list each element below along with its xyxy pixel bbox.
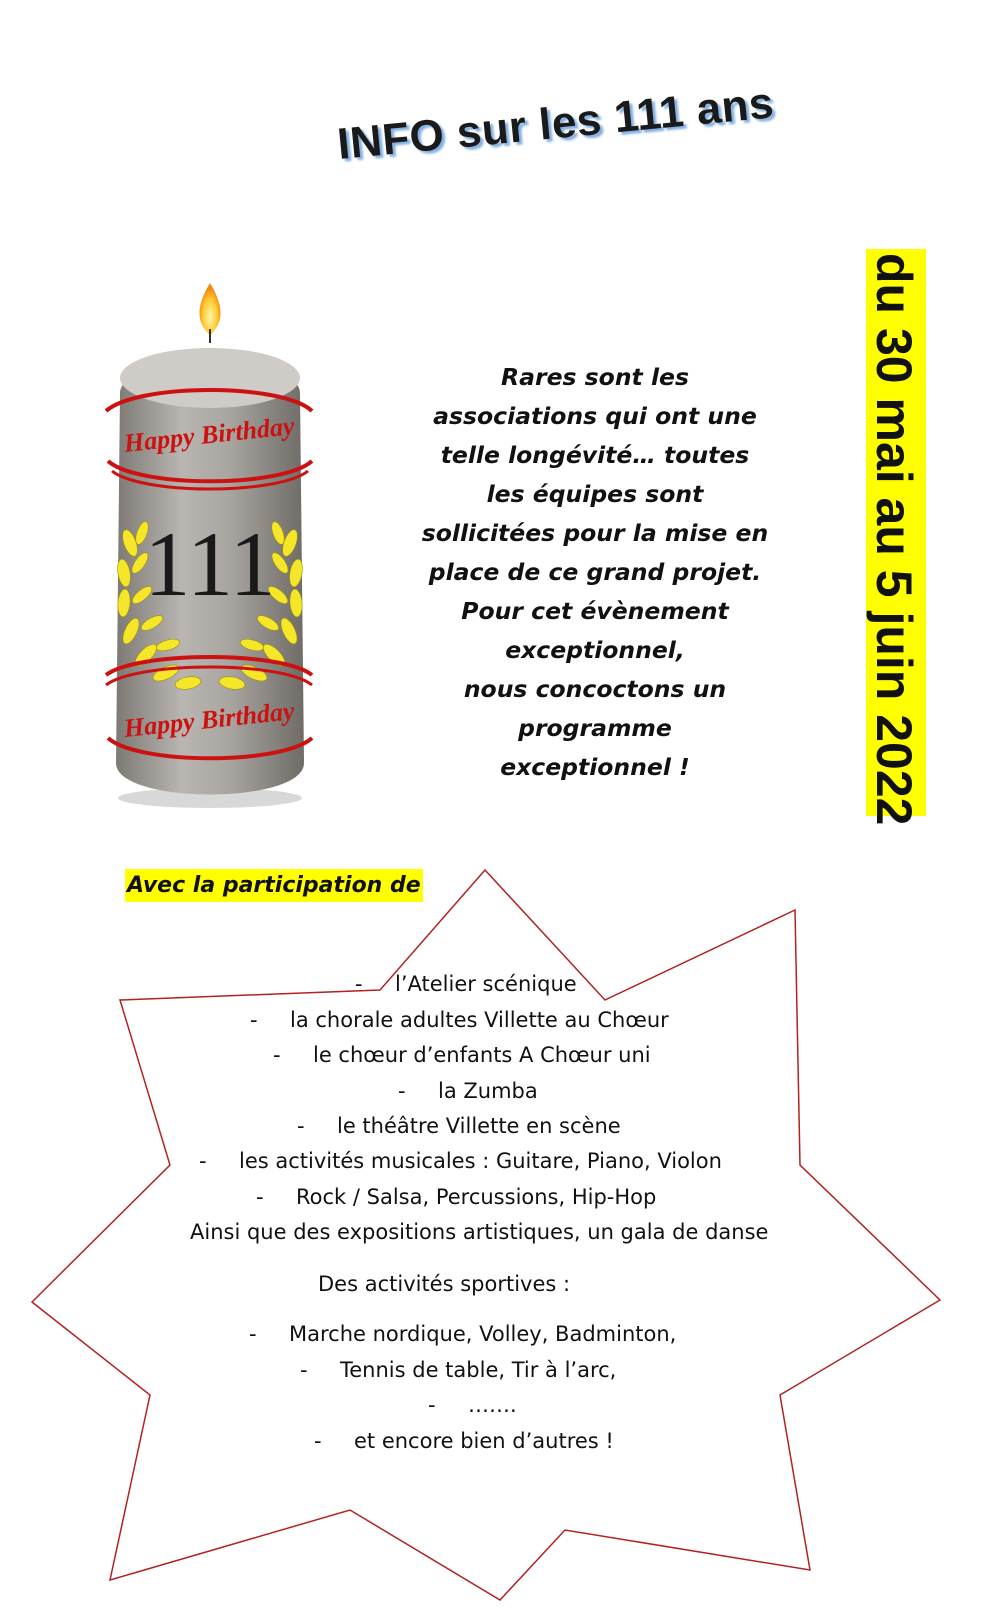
- list-item: - l’Atelier scénique: [355, 972, 577, 996]
- candle-banner-top: Happy Birthday: [122, 411, 296, 458]
- list-item: - Marche nordique, Volley, Badminton,: [249, 1322, 677, 1346]
- list-item: - la Zumba: [398, 1079, 538, 1103]
- list-item: - la chorale adultes Villette au Chœur: [250, 1008, 669, 1032]
- intro-line: exceptionnel !: [500, 753, 690, 781]
- intro-line: telle longévité… toutes: [440, 441, 750, 469]
- list-item: - le chœur d’enfants A Chœur uni: [273, 1043, 651, 1067]
- list-item: - les activités musicales : Guitare, Piano, Violon: [199, 1149, 722, 1173]
- page-title: INFO sur les 111 ans: [335, 78, 776, 170]
- intro-line: Pour cet évènement: [461, 597, 729, 625]
- list-item: - et encore bien d’autres !: [314, 1429, 614, 1453]
- intro-line: place de ce grand projet.: [428, 558, 762, 586]
- candle-number: 111: [144, 513, 276, 615]
- list-item: - Rock / Salsa, Percussions, Hip-Hop: [256, 1185, 657, 1209]
- candle-banner-bottom: Happy Birthday: [122, 696, 296, 743]
- list-item: - Tennis de table, Tir à l’arc,: [300, 1358, 617, 1382]
- intro-line: Rares sont les: [501, 363, 689, 391]
- intro-line: sollicitées pour la mise en: [421, 519, 769, 547]
- intro-line: exceptionnel,: [505, 636, 685, 664]
- participation-heading: Avec la participation de: [125, 869, 423, 902]
- intro-line: associations qui ont une: [433, 402, 757, 430]
- event-dates: du 30 mai au 5 juin 2022: [866, 253, 922, 826]
- intro-line: nous concoctons un: [463, 675, 727, 703]
- extra-activities: Ainsi que des expositions artistiques, un gala de danse: [190, 1220, 769, 1244]
- sports-heading: Des activités sportives :: [318, 1272, 571, 1296]
- list-item: - le théâtre Villette en scène: [297, 1114, 621, 1138]
- intro-line: programme: [518, 714, 672, 742]
- list-item: - …….: [428, 1393, 517, 1417]
- intro-line: les équipes sont: [486, 480, 704, 508]
